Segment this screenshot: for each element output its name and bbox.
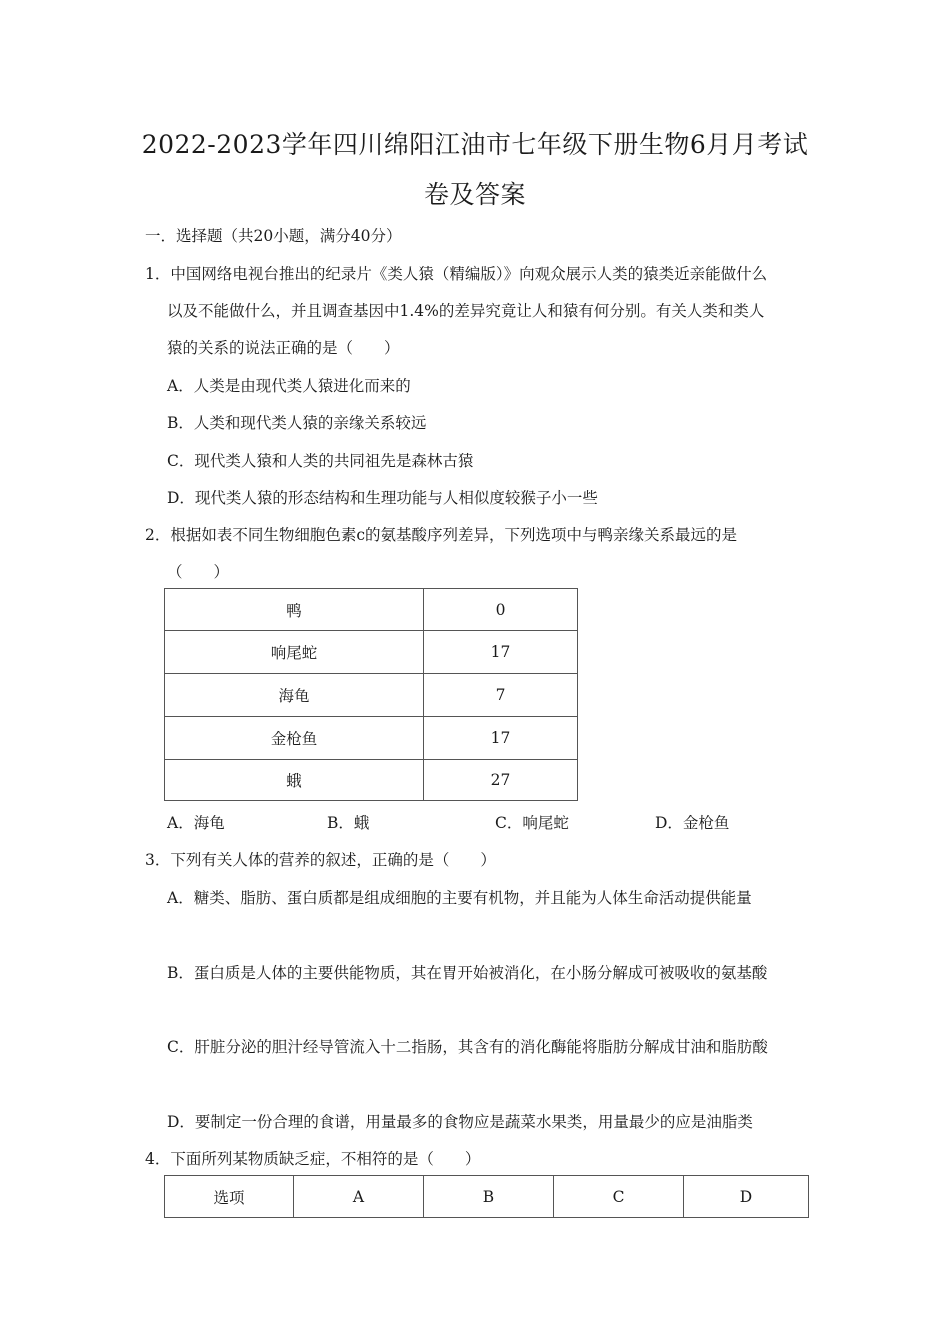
q2-option-d: D．金枪鱼 (655, 814, 730, 832)
table-cell-value: 27 (424, 760, 578, 801)
table-row (165, 1176, 809, 1218)
table-cell-organism: 响尾蛇 (165, 631, 424, 674)
q2-option-c: C．响尾蛇 (495, 814, 569, 832)
table-cell-value: 17 (424, 717, 578, 760)
q1-option-c: C．现代类人猿和人类的共同祖先是森林古猿 (167, 452, 474, 470)
q2-option-b: B．蛾 (327, 814, 370, 832)
section-heading: 一．选择题（共20小题，满分40分） (145, 227, 402, 245)
q4-options-table (164, 1175, 809, 1218)
q1-option-a: A．人类是由现代类人猿进化而来的 (167, 377, 411, 395)
table-cell-organism: 海龟 (165, 674, 424, 717)
document-title-line1: 2022-2023学年四川绵阳江油市七年级下册生物6月月考试 (141, 130, 809, 159)
table-header-cell: C (554, 1176, 684, 1218)
table-cell-value: 7 (424, 674, 578, 717)
q2-option-a: A．海龟 (167, 814, 225, 832)
table-cell-value: 0 (424, 589, 578, 631)
table-cell-organism: 金枪鱼 (165, 717, 424, 760)
q3-option-b: B．蛋白质是人体的主要供能物质，其在胃开始被消化，在小肠分解成可被吸收的氨基酸 (167, 964, 768, 982)
q1-option-b: B．人类和现代类人猿的亲缘关系较远 (167, 414, 427, 432)
q2-stem-line2: （ ） (167, 563, 230, 581)
q4-stem: 4．下面所列某物质缺乏症，不相符的是（ ） (145, 1150, 481, 1168)
q3-option-c: C．肝脏分泌的胆汁经导管流入十二指肠，其含有的消化酶能将脂肪分解成甘油和脂肪酸 (167, 1038, 768, 1056)
table-header-cell: A (294, 1176, 424, 1218)
q3-option-a: A．糖类、脂肪、蛋白质都是组成细胞的主要有机物，并且能为人体生命活动提供能量 (167, 889, 752, 907)
table-header-cell: B (424, 1176, 554, 1218)
q1-stem-line3: 猿的关系的说法正确的是（ ） (167, 339, 400, 357)
q3-option-d: D．要制定一份合理的食谱，用量最多的食物应是蔬菜水果类，用量最少的应是油脂类 (167, 1113, 753, 1131)
table-row (165, 717, 578, 760)
document-title-line2: 卷及答案 (423, 180, 526, 209)
q3-stem: 3．下列有关人体的营养的叙述，正确的是（ ） (145, 851, 496, 869)
q1-stem-line1: 1．中国网络电视台推出的纪录片《类人猿（精编版）》向观众展示人类的猿类近亲能做什么 (145, 265, 768, 283)
table-row (165, 674, 578, 717)
table-cell-organism: 鸭 (165, 589, 424, 631)
table-header-cell: 选项 (165, 1176, 294, 1218)
table-row (165, 631, 578, 674)
table-row (165, 760, 578, 801)
table-row (165, 589, 578, 631)
q1-option-d: D．现代类人猿的形态结构和生理功能与人相似度较猴子小一些 (167, 489, 598, 507)
q1-stem-line2: 以及不能做什么，并且调查基因中1.4%的差异究竟让人和猿有何分别。有关人类和类人 (167, 302, 765, 320)
table-cell-value: 17 (424, 631, 578, 674)
q2-data-table (164, 588, 578, 801)
q2-stem-line1: 2．根据如表不同生物细胞色素c的氨基酸序列差异，下列选项中与鸭亲缘关系最远的是 (145, 526, 738, 544)
table-cell-organism: 蛾 (165, 760, 424, 801)
table-header-cell: D (684, 1176, 809, 1218)
